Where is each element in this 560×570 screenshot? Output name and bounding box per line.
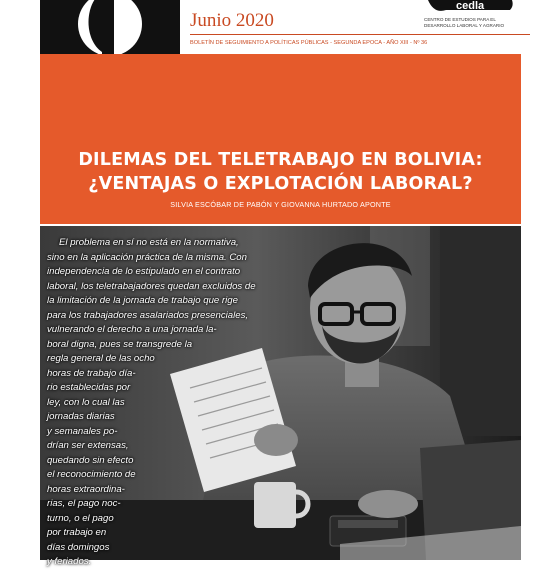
article-title-line1: DILEMAS DEL TELETRABAJO EN BOLIVIA: [78,150,483,170]
article-body [47,236,267,570]
body-line: jornadas diarias [47,411,115,422]
body-line: independencia de lo estipulado en el contrato [47,266,241,277]
cedla-logo [424,0,516,14]
body-line: horas de trabajo día- [47,367,136,379]
cedla-subtitle-line1: CENTRO DE ESTUDIOS PARA EL [424,17,496,22]
body-line: por trabajo en [47,527,107,538]
body-line: días domingos [47,541,110,553]
body-line: horas extraordina- [47,483,125,495]
article-title [40,148,521,196]
article-authors: SILVIA ESCÓBAR DE PABÓN Y GIOVANNA HURTADO APONTE [170,200,391,209]
body-line: laboral, los teletrabajadores quedan excluidos de [47,280,256,292]
body-line: el reconocimiento de [47,469,136,480]
body-line: ley, con lo cual las [47,396,125,408]
body-line: El problema en sí no está en la normativa, [59,237,239,248]
title-band [40,54,521,224]
body-line: rias, el pago noc- [47,498,121,509]
body-line: quedando sin efecto [47,454,134,466]
body-line: regla general de las ocho [47,353,155,364]
body-line: la limitación de la jornada de trabajo que rige [47,295,238,306]
cedla-subtitle [424,17,534,29]
body-line: turno, o el pago [47,512,114,524]
body-line: sino en la aplicación práctica de la misma. Con [47,251,247,263]
body-line: drían ser extensas, [47,440,129,451]
body-line: y feriados. [47,556,92,567]
masthead-divider [190,34,530,35]
body-line: rio establecidas por [47,382,131,393]
issue-date: Junio 2020 [190,10,274,31]
body-line: y semanales po- [47,425,118,437]
cedla-logo-text: cedla [456,0,485,12]
cedla-subtitle-line2: DESARROLLO LABORAL Y AGRARIO [424,23,505,28]
body-line: vulnerando el derecho a una jornada la- [47,324,217,335]
body-line: boral digna, pues se transgrede la [47,338,193,350]
bulletin-info: BOLETÍN DE SEGUIMIENTO A POLÍTICAS PÚBLICAS - SEGUNDA EPOCA - AÑO XIII - Nº 36 [190,40,428,46]
article-title-line2: ¿VENTAJAS O EXPLOTACIÓN LABORAL? [88,174,473,194]
body-line: para los trabajadores asalariados presenciales, [47,309,249,321]
